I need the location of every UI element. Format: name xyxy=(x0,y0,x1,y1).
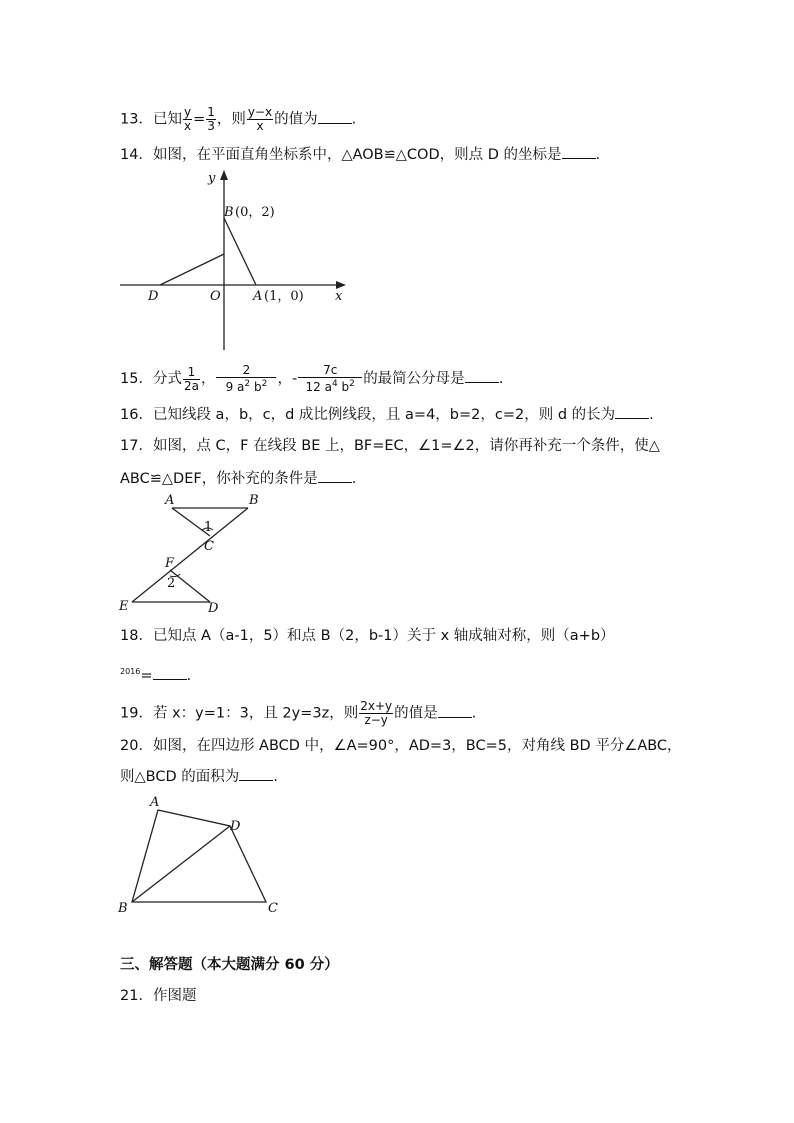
answer-blank xyxy=(239,766,273,781)
label-F: F xyxy=(165,556,175,571)
label-D: D xyxy=(148,289,159,304)
label-y: y xyxy=(208,171,216,186)
x-axis-arrow xyxy=(336,281,346,289)
q17-text-line2: ABC≌△DEF，你补充的条件是 xyxy=(120,471,318,487)
quadrilateral-ABCD xyxy=(132,810,266,902)
label-angle-2: 2 xyxy=(167,576,176,591)
section-title: 三、解答题（本大题满分 60 分） xyxy=(120,957,339,973)
label-D: D xyxy=(230,819,241,834)
label-A: A xyxy=(150,795,160,810)
question-18-continued: $^{2016}$= . xyxy=(120,667,192,684)
q16-number: 16． xyxy=(120,407,153,423)
q17-number: 17． xyxy=(120,438,153,454)
answer-blank xyxy=(615,404,649,419)
label-A: A xyxy=(253,289,263,304)
answer-blank xyxy=(153,665,187,680)
label-E: E xyxy=(119,599,129,614)
segment-BA xyxy=(224,218,256,285)
q17-triangles-figure xyxy=(112,490,262,615)
question-20-continued: 则△BCD 的面积为 . xyxy=(120,766,278,787)
question-17-continued: ABC≌△DEF，你补充的条件是 . xyxy=(120,468,356,489)
answer-blank xyxy=(318,109,352,124)
segment-B-to-E xyxy=(132,508,248,602)
q19-fraction: $\frac{2x+y}{z-y}$ xyxy=(360,699,393,727)
answer-blank xyxy=(438,703,472,718)
q19-number: 19． xyxy=(120,705,153,722)
y-axis-arrow xyxy=(220,170,228,180)
label-B: B xyxy=(249,493,259,508)
q13-fraction-expression: $\frac{y-x}{x}$ xyxy=(247,105,273,133)
label-C: C xyxy=(268,901,278,916)
q20-quadrilateral-figure xyxy=(112,792,287,917)
q21-text: 作图题 xyxy=(152,988,197,1004)
label-angle-1: 1 xyxy=(204,520,213,535)
question-17 xyxy=(120,436,660,456)
question-14: 14．如图，在平面直角坐标系中，△AOB≌△COD，则点 D 的坐标是 . xyxy=(120,144,600,165)
q15-fraction-2: $\frac{2}{9 a^2 b^2}$ xyxy=(216,364,276,394)
q13-fraction-one-third: $\frac{1}{3}$ xyxy=(207,105,215,133)
label-C: C xyxy=(204,539,214,554)
segment-F-to-D xyxy=(170,570,210,602)
label-D: D xyxy=(208,601,219,615)
question-19: 19．若 x：y=1：3，且 2y=3z，则 $\frac{2x+y}{z-y}$ 的值是 . xyxy=(120,699,477,727)
question-13: 13．已知 $\frac{y}{x}$ = $\frac{1}{3}$ ，则 $\frac{y-x}{x}$ 的值为 . xyxy=(120,105,357,133)
q18-exponent: 2016 xyxy=(120,667,141,676)
label-O: O xyxy=(210,289,221,304)
label-B-coord: (0，2) xyxy=(235,205,275,220)
label-B: B xyxy=(224,205,234,220)
q14-number: 14． xyxy=(120,147,153,163)
q13-text: 已知 xyxy=(152,111,182,128)
q16-text: 已知线段 a，b，c，d 成比例线段，且 a=4，b=2，c=2，则 d 的长为 xyxy=(152,407,616,423)
question-15: 15．分式 $\frac{1}{2a}$ ， $\frac{2}{9 a^2 b^2}$ ，- $\frac{7c}{12 a^4 b^2}$ 的最简公分母是 . xyxy=(120,363,504,394)
answer-blank xyxy=(562,144,596,159)
q18-number: 18． xyxy=(120,628,153,644)
answer-blank xyxy=(465,368,499,383)
question-18 xyxy=(120,626,615,646)
question-21 xyxy=(120,986,196,1006)
q13-number: 13． xyxy=(120,111,153,128)
q17-text-line1: 如图，点 C，F 在线段 BE 上，BF=EC，∠1=∠2，请你再补充一个条件，使△ xyxy=(152,438,660,454)
q20-text-line2: 则△BCD 的面积为 xyxy=(120,769,240,785)
q15-number: 15． xyxy=(120,371,153,387)
question-16: 16．已知线段 a，b，c，d 成比例线段，且 a=4，b=2，c=2，则 d 的长为 . xyxy=(120,404,654,425)
q18-text-line1: 已知点 A（a-1，5）和点 B（2，b-1）关于 x 轴成轴对称，则（a+b） xyxy=(152,628,615,644)
segment-DC xyxy=(160,254,224,285)
q14-coordinate-figure xyxy=(110,168,360,353)
question-20 xyxy=(120,736,682,756)
label-A: A xyxy=(165,493,175,508)
q13-fraction-y-over-x: $\frac{y}{x}$ xyxy=(183,105,192,133)
label-A-coord: (1，0) xyxy=(264,289,304,304)
q15-fraction-1: $\frac{1}{2a}$ xyxy=(183,364,199,393)
label-x: x xyxy=(335,289,343,304)
answer-blank xyxy=(318,468,352,483)
q21-number: 21． xyxy=(120,988,153,1004)
label-B: B xyxy=(118,901,128,916)
q20-number: 20． xyxy=(120,738,153,754)
q15-fraction-3: $\frac{7c}{12 a^4 b^2}$ xyxy=(298,364,362,394)
q14-text: 如图，在平面直角坐标系中，△AOB≌△COD，则点 D 的坐标是 xyxy=(152,147,562,163)
q20-text-line1: 如图，在四边形 ABCD 中，∠A=90°，AD=3，BC=5，对角线 BD 平分∠ABC， xyxy=(152,738,682,754)
diagonal-BD xyxy=(132,826,230,902)
